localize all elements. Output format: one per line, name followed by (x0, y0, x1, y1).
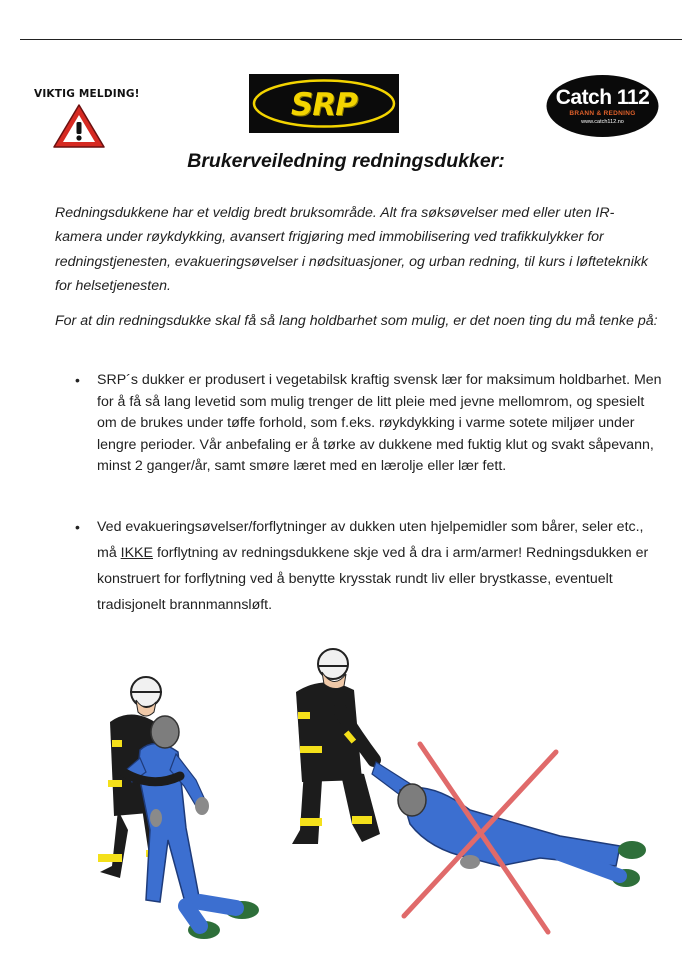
bullet-icon: • (75, 372, 80, 388)
top-rule (20, 39, 682, 40)
warning-triangle-icon (52, 102, 106, 150)
handling-illustration (0, 640, 692, 980)
correct-carry-scene (98, 677, 259, 939)
bullet-text-handling-emphasis: IKKE (120, 545, 153, 561)
incorrect-drag-scene (292, 649, 646, 932)
bullet-text-handling-start: Ved evakueringsøvelser/forflytninger av dukken uten hjelpemidler som bårer, seler etc., må (97, 519, 644, 561)
warning-label: VIKTIG MELDING! (34, 88, 140, 100)
intro-paragraph: Redningsdukkene har et veldig bredt bruksområde. Alt fra søksøvelser med eller uten IR-kamera under røykdykking, avansert frigjøring med immobilisering ved trafikkulykker for redningstjenesten, evakueringsøvelser i nødsituasjoner, og urban redning, til kurs i løfteteknikk for helsetjenesten. (55, 205, 649, 295)
catch112-subtitle: BRANN & REDNING (569, 110, 636, 117)
bullet-icon: • (75, 519, 80, 535)
bullet-text-handling-end: forflytning av redningsdukkene skje ved å dra i arm/armer! Redningsdukken er konstruert for forflytning ved å benytte krysstak rundt liv eller brystkasse, eventuelt tradisjonelt brannmannsløft. (97, 545, 649, 613)
bullet-item-maintenance (75, 370, 667, 478)
srp-logo (249, 74, 399, 133)
catch112-logo (545, 74, 660, 138)
page-title: Brukerveiledning redningsdukker: (187, 150, 505, 172)
bullet-item-handling (75, 514, 667, 618)
bullet-text-maintenance: SRP´s dukker er produsert i vegetabilsk kraftig svensk lær for maksimum holdbarhet. Men for å få så lang levetid som mulig trenger de litt pleie med jevne mellomrom, og spesielt om de brukes under tøffe forhold, som f.eks. røykdykking i varme sotete miljøer under lengre perioder. Vår anbefaling er å tørke av dukkene med fuktig klut og svakt såpevann, minst 2 ganger/år, samt smøre læret med en lærolje eller lær fett. (97, 372, 662, 475)
catch112-name: Catch 112 (555, 86, 650, 109)
srp-logo-text: SRP (291, 87, 357, 123)
care-paragraph: For at din redningsdukke skal få så lang holdbarhet som mulig, er det noen ting du må tenke på: (55, 313, 658, 329)
warning-sign (34, 88, 140, 154)
catch112-url: www.catch112.no (581, 119, 624, 125)
